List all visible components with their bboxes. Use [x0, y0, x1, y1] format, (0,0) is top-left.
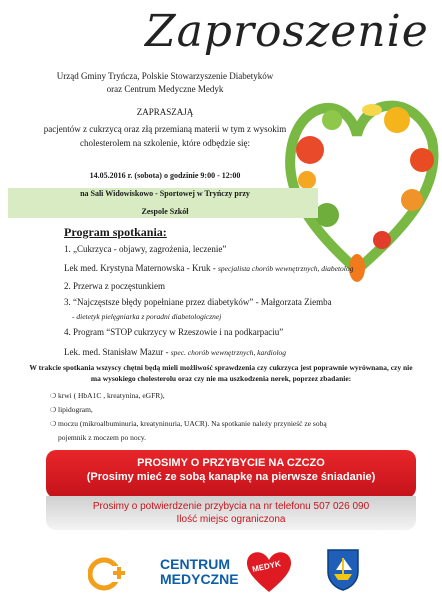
- notice-line-2: (Prosimy mieć ze sobą kanapkę na pierwsze śniadanie): [86, 471, 376, 483]
- notice-line-3: Prosimy o potwierdzenie przybycia na nr telefonu 507 026 090: [92, 501, 370, 512]
- confirmation-notice: [46, 496, 416, 530]
- test-item-urine-2: pojemnik z moczem po nocy.: [58, 433, 147, 442]
- test-item-lipid: ❍ lipidogram,: [50, 403, 430, 417]
- diabetes-association-logo: [88, 556, 128, 592]
- gmina-coat-of-arms-icon: [326, 548, 360, 592]
- tests-intro-2: ma wysokiego cholesterolu oraz czy nie ma uszkodzenia nerek, poprzez zbadanie:: [90, 374, 352, 383]
- program-heading: Program spotkania:: [64, 225, 167, 239]
- notice-line-4: Ilość miejsc ograniczona: [176, 514, 286, 525]
- intro-line-4: cholesterolem na szkolenie, które odbędzie się:: [80, 138, 250, 148]
- intro-line-2: oraz Centrum Medyczne Medyk: [106, 84, 224, 94]
- centrum-medyczne-logo: CENTRUM MEDYCZNE: [160, 556, 239, 587]
- test-item-urine: ❍ moczu (mikroalbuminuria, kreatyninuria, UACR). Na spotkanie należy przynieść ze sobą: [50, 417, 430, 431]
- event-location: na Sali Widowiskowo - Sportowej w Tryńczy przy: [80, 189, 250, 198]
- program-speaker-4: Lek. med. Stanisław Mazur -: [64, 347, 171, 357]
- intro-line-3: pacjentów z cukrzycą oraz złą przemianą materii w tym z wysokim: [43, 124, 287, 134]
- program-speaker-3-role: - dietetyk pielęgniarka z poradni diabetologicznej: [72, 312, 222, 321]
- bullet-icon: ❍: [50, 392, 57, 400]
- event-date: 14.05.2016 r. (sobota) o godzinie 9:00 - 12:00: [89, 171, 241, 180]
- medyk-heart-icon: [244, 548, 294, 594]
- event-location-2: Zespole Szkół: [141, 207, 189, 216]
- intro-line-1: Urząd Gminy Tryńcza, Polskie Stowarzyszenie Diabetyków: [56, 71, 274, 81]
- program-item-1: 1. „Cukrzyca - objawy, zagrożenia, leczenie”: [64, 244, 227, 254]
- program-item-2: 2. Przerwa z poczęstunkiem: [64, 281, 165, 291]
- fasting-notice: [46, 450, 416, 498]
- program-speaker-1: Lek med. Krystyna Maternowska - Kruk -: [64, 263, 218, 273]
- program-speaker-4-role: spec. chorób wewnętrznych, kardiolog: [170, 348, 287, 357]
- invite-heading: ZAPRASZAJĄ: [136, 107, 194, 117]
- bullet-icon: ❍: [50, 420, 57, 428]
- program-item-3: 3. “Najczęstsze błędy popełniane przez diabetyków” - Małgorzata Ziemba: [64, 297, 332, 307]
- test-item-blood: ❍ krwi ( HbA1C , kreatynina, eGFR),: [50, 389, 430, 403]
- notice-line-1: PROSIMY O PRZYBYCIE NA CZCZO: [137, 457, 325, 469]
- program-speaker-1-role: specjalista chorób wewnętrznych, diabetolog: [217, 264, 354, 273]
- tests-intro-1: W trakcie spotkania wszyscy chętni będą mieli możliwość sprawdzenia czy cukrzyca jest poprawnie wyrównana, czy nie: [29, 363, 413, 372]
- program-item-4: 4. Program “STOP cukrzycy w Rzeszowie i na podkarpaciu”: [64, 327, 284, 337]
- bullet-icon: ❍: [50, 406, 57, 414]
- medyk-label: MEDYK: [251, 559, 282, 574]
- page-title: Zaproszenie: [145, 6, 429, 57]
